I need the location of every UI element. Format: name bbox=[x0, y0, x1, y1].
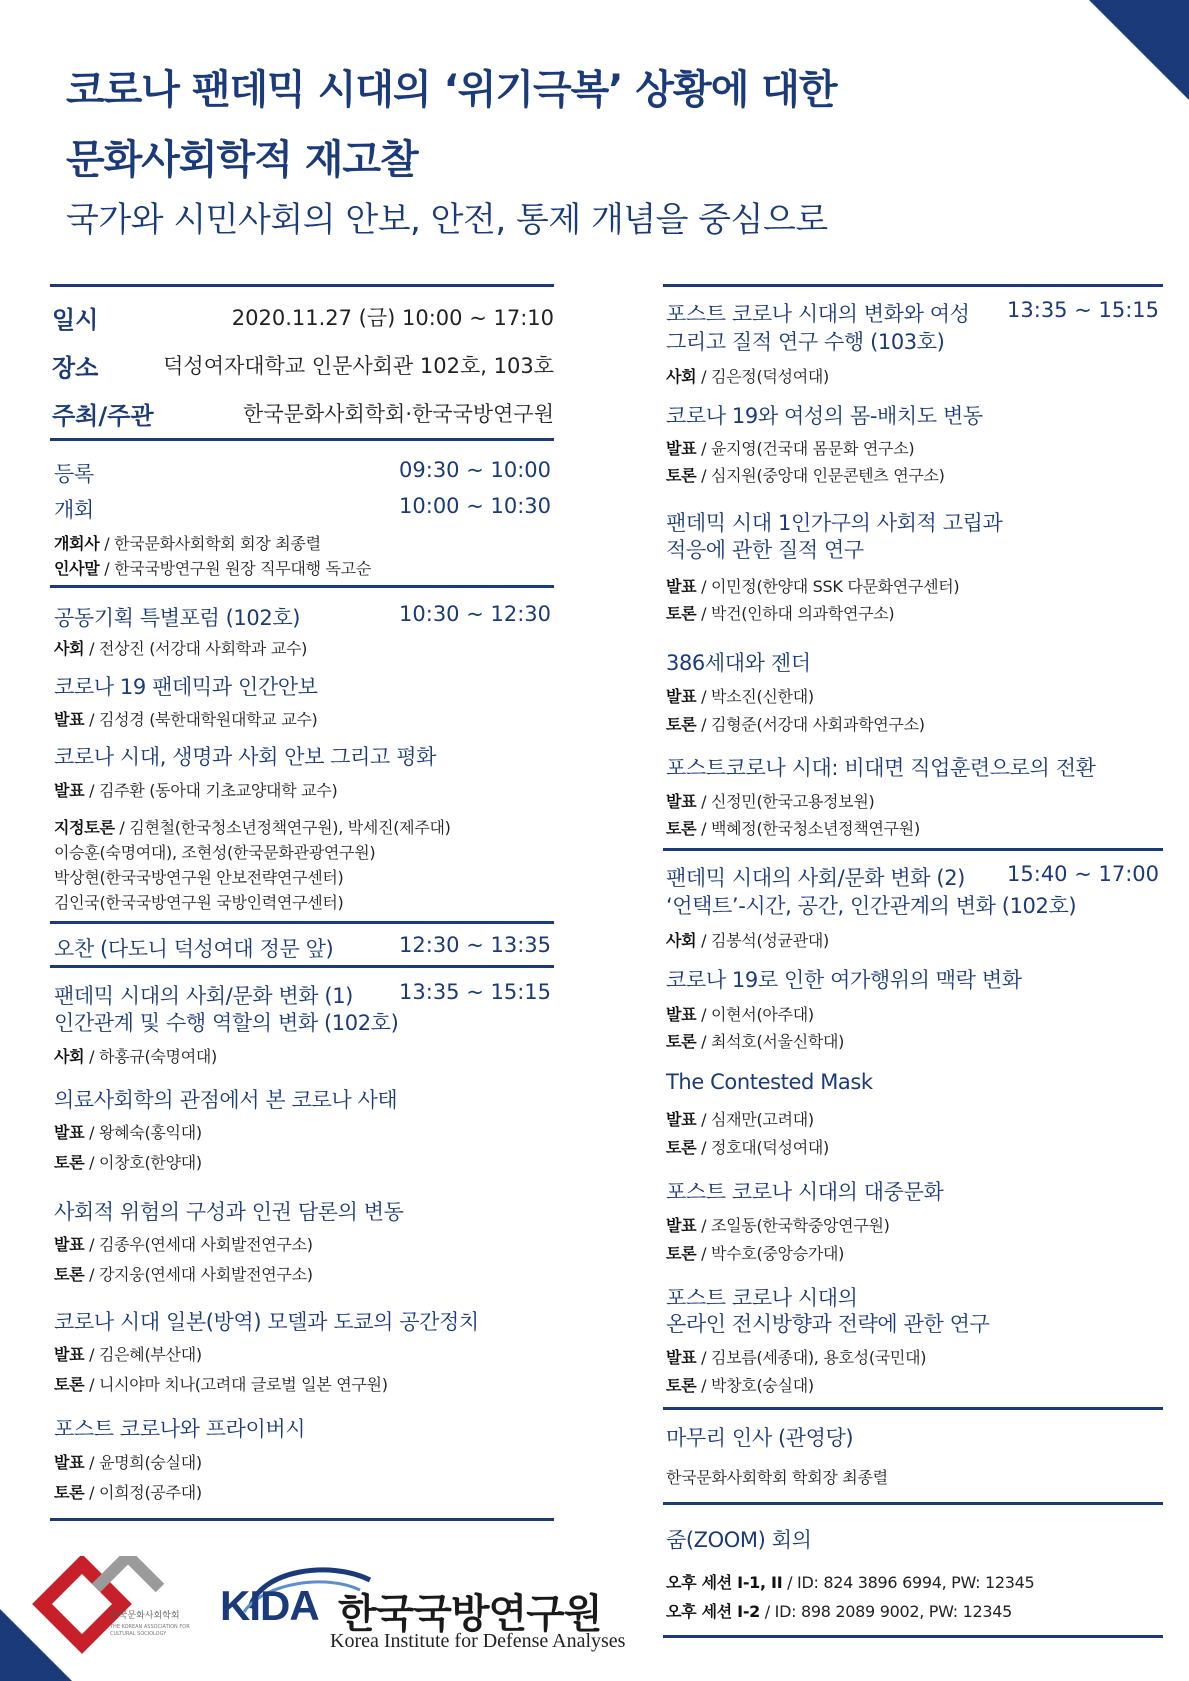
opening-remarks: 개회사 / 한국문화사회학회 회장 최종렬 bbox=[54, 534, 321, 553]
top-right-corner-triangle bbox=[1089, 0, 1189, 100]
lunch-title: 오찬 (다도니 덕성여대 정문 앞) bbox=[54, 937, 334, 961]
session3-title: 팬데믹 시대의 사회/문화 변화 (2) bbox=[666, 866, 965, 890]
s2-talk-2-presenter: 발표 / 이민정(한양대 SSK 다문화연구센터) bbox=[666, 577, 960, 596]
host-value: 한국문화사회학회·한국국방연구원 bbox=[243, 402, 554, 426]
zoom-title: 줌(ZOOM) 회의 bbox=[666, 1528, 812, 1552]
registration-label: 등록 bbox=[54, 462, 94, 486]
divider bbox=[50, 585, 554, 588]
session2-subtitle: 그리고 질적 연구 수행 (103호) bbox=[666, 330, 945, 354]
forum-discussants: 지정토론 / 김현철(한국청소년정책연구원), 박세진(제주대) bbox=[54, 818, 451, 837]
s3-talk-4-title-line-2: 온라인 전시방향과 전략에 관한 연구 bbox=[666, 1312, 990, 1336]
forum-discussants-2: 이승훈(숙명여대), 조현성(한국문화관광연구원) bbox=[54, 843, 376, 862]
kida-name-en: Korea Institute for Defense Analyses bbox=[330, 1630, 626, 1652]
s1-talk-4-discussant: 토론 / 이희정(공주대) bbox=[54, 1483, 202, 1502]
divider bbox=[50, 438, 554, 441]
closing-title: 마무리 인사 (관영당) bbox=[666, 1426, 854, 1450]
s2-talk-2-title-line-2: 적응에 관한 질적 연구 bbox=[666, 538, 864, 562]
s3-talk-4-title: 포스트 코로나 시대의 bbox=[666, 1286, 858, 1310]
session3-time: 15:40 ~ 17:00 bbox=[1007, 862, 1159, 886]
s2-talk-3-presenter: 발표 / 박소진(신한대) bbox=[666, 687, 814, 706]
s2-talk-2-title: 팬데믹 시대 1인가구의 사회적 고립과 bbox=[666, 511, 1003, 535]
divider bbox=[663, 1502, 1163, 1505]
s3-talk-3-presenter: 발표 / 조일동(한국학중앙연구원) bbox=[666, 1216, 890, 1235]
host-label: 주최/주관 bbox=[52, 402, 154, 430]
forum-talk-2-presenter: 발표 / 김주환 (동아대 기초교양대학 교수) bbox=[54, 781, 338, 800]
s1-talk-4-title: 포스트 코로나와 프라이버시 bbox=[54, 1417, 306, 1441]
date-label: 일시 bbox=[52, 306, 99, 334]
s2-talk-1-discussant: 토론 / 심지원(중앙대 인문콘텐츠 연구소) bbox=[666, 466, 945, 485]
s3-talk-4-discussant: 토론 / 박창호(숭실대) bbox=[666, 1376, 814, 1395]
forum-discussants-3: 박상현(한국국방연구원 안보전략연구센터) bbox=[54, 868, 344, 887]
s2-talk-3-discussant: 토론 / 김형준(서강대 사회과학연구소) bbox=[666, 715, 925, 734]
s3-talk-2-presenter: 발표 / 심재만(고려대) bbox=[666, 1110, 814, 1129]
session1-title: 팬데믹 시대의 사회/문화 변화 (1) bbox=[54, 984, 353, 1008]
divider bbox=[663, 1635, 1163, 1638]
s1-talk-3-presenter: 발표 / 김은혜(부산대) bbox=[54, 1345, 202, 1364]
s3-talk-1-presenter: 발표 / 이현서(아주대) bbox=[666, 1005, 814, 1024]
s2-talk-4-presenter: 발표 / 신정민(한국고용정보원) bbox=[666, 792, 875, 811]
opening-label: 개회 bbox=[54, 498, 94, 522]
forum-talk-2-title: 코로나 시대, 생명과 사회 안보 그리고 평화 bbox=[54, 745, 436, 769]
divider bbox=[50, 965, 554, 968]
forum-talk-1-presenter: 발표 / 김성경 (북한대학원대학교 교수) bbox=[54, 710, 318, 729]
society-name-en-2: CULTURAL SOCIOLOGY bbox=[110, 1631, 167, 1637]
s1-talk-3-discussant: 토론 / 니시야마 치나(고려대 글로벌 일본 연구원) bbox=[54, 1375, 388, 1394]
forum-title: 공동기획 특별포럼 (102호) bbox=[54, 606, 300, 630]
title-line-1: 코로나 팬데믹 시대의 ‘위기극복’ 상황에 대한 bbox=[66, 67, 837, 113]
s2-talk-4-title: 포스트코로나 시대: 비대면 직업훈련으로의 전환 bbox=[666, 756, 1096, 780]
forum-chair: 사회 / 전상진 (서강대 사회학과 교수) bbox=[54, 639, 308, 658]
s1-talk-3-title: 코로나 시대 일본(방역) 모델과 도쿄의 공간정치 bbox=[54, 1310, 479, 1334]
s3-talk-4-presenter: 발표 / 김보름(세종대), 용호성(국민대) bbox=[666, 1348, 927, 1367]
opening-time: 10:00 ~ 10:30 bbox=[399, 494, 551, 518]
place-label: 장소 bbox=[52, 354, 99, 382]
s3-talk-3-discussant: 토론 / 박수호(중앙승가대) bbox=[666, 1244, 845, 1263]
forum-talk-1-title: 코로나 19 팬데믹과 인간안보 bbox=[54, 675, 318, 699]
session1-chair: 사회 / 하홍규(숙명여대) bbox=[54, 1047, 217, 1066]
session2-chair: 사회 / 김은정(덕성여대) bbox=[666, 367, 829, 386]
s1-talk-2-title: 사회적 위험의 구성과 인권 담론의 변동 bbox=[54, 1200, 404, 1224]
zoom-session-1: 오후 세션 I-1, II / ID: 824 3896 6994, PW: 12345 bbox=[666, 1573, 1035, 1592]
greeting-remarks: 인사말 / 한국국방연구원 원장 직무대행 독고순 bbox=[54, 559, 371, 578]
s2-talk-2-discussant: 토론 / 박건(인하대 의과학연구소) bbox=[666, 604, 895, 623]
kida-logo bbox=[220, 1560, 650, 1652]
forum-time: 10:30 ~ 12:30 bbox=[399, 602, 551, 626]
divider bbox=[663, 848, 1163, 851]
s3-talk-2-title: The Contested Mask bbox=[666, 1070, 873, 1094]
s2-talk-1-presenter: 발표 / 윤지영(건국대 몸문화 연구소) bbox=[666, 439, 915, 458]
society-name-kr: 한국문화사회학회 bbox=[110, 1611, 180, 1621]
divider bbox=[663, 1407, 1163, 1410]
s3-talk-3-title: 포스트 코로나 시대의 대중문화 bbox=[666, 1180, 944, 1204]
s1-talk-2-discussant: 토론 / 강지웅(연세대 사회발전연구소) bbox=[54, 1265, 313, 1284]
society-name-en-1: THE KOREAN ASSOCIATION FOR bbox=[110, 1624, 190, 1630]
divider bbox=[50, 1518, 554, 1521]
registration-time: 09:30 ~ 10:00 bbox=[399, 458, 551, 482]
s3-talk-2-discussant: 토론 / 정호대(덕성여대) bbox=[666, 1138, 829, 1157]
lunch-time: 12:30 ~ 13:35 bbox=[399, 933, 551, 957]
session3-chair: 사회 / 김봉석(성균관대) bbox=[666, 931, 829, 950]
session2-time: 13:35 ~ 15:15 bbox=[1007, 298, 1159, 322]
divider bbox=[663, 284, 1163, 287]
s1-talk-1-presenter: 발표 / 왕혜숙(홍익대) bbox=[54, 1123, 202, 1142]
session3-subtitle: ‘언택트’-시간, 공간, 인간관계의 변화 (102호) bbox=[666, 894, 1077, 918]
session2-title: 포스트 코로나 시대의 변화와 여성 bbox=[666, 302, 970, 326]
zoom-session-2: 오후 세션 I-2 / ID: 898 2089 9002, PW: 12345 bbox=[666, 1602, 1013, 1621]
s2-talk-1-title: 코로나 19와 여성의 몸-배치도 변동 bbox=[666, 404, 983, 428]
subtitle: 국가와 시민사회의 안보, 안전, 통제 개념을 중심으로 bbox=[66, 200, 828, 240]
session1-time: 13:35 ~ 15:15 bbox=[399, 980, 551, 1004]
place-value: 덕성여자대학교 인문사회관 102호, 103호 bbox=[163, 354, 554, 378]
s2-talk-4-discussant: 토론 / 백혜정(한국청소년정책연구원) bbox=[666, 819, 920, 838]
s2-talk-3-title: 386세대와 젠더 bbox=[666, 651, 811, 675]
s3-talk-1-title: 코로나 19로 인한 여가행위의 맥락 변화 bbox=[666, 968, 1022, 992]
society-logo bbox=[30, 1556, 190, 1660]
kida-abbr: KIDA bbox=[220, 1582, 319, 1629]
s3-talk-1-discussant: 토론 / 최석호(서울신학대) bbox=[666, 1032, 845, 1051]
title-line-2: 문화사회학적 재고찰 bbox=[66, 137, 418, 183]
date-value: 2020.11.27 (금) 10:00 ~ 17:10 bbox=[231, 306, 554, 330]
forum-discussants-4: 김인국(한국국방연구원 국방인력연구센터) bbox=[54, 893, 344, 912]
divider bbox=[50, 921, 554, 924]
closing-text: 한국문화사회학회 학회장 최종렬 bbox=[666, 1468, 888, 1487]
session1-subtitle: 인간관계 및 수행 역할의 변화 (102호) bbox=[54, 1011, 399, 1035]
s1-talk-4-presenter: 발표 / 윤명희(숭실대) bbox=[54, 1453, 202, 1472]
kida-name-kr: 한국국방연구원 bbox=[338, 1591, 602, 1637]
s1-talk-1-discussant: 토론 / 이창호(한양대) bbox=[54, 1153, 202, 1172]
s1-talk-1-title: 의료사회학의 관점에서 본 코로나 사태 bbox=[54, 1088, 398, 1112]
divider bbox=[50, 284, 554, 287]
s1-talk-2-presenter: 발표 / 김종우(연세대 사회발전연구소) bbox=[54, 1235, 313, 1254]
